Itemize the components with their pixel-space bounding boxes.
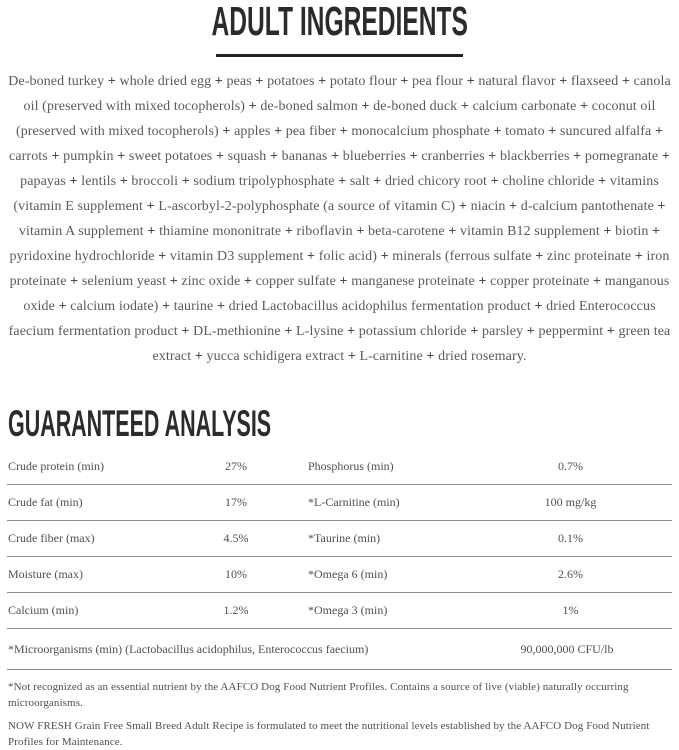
- nutrient-label-right: Phosphorus (min): [308, 459, 394, 473]
- nutrient-value-right: 0.7%: [558, 459, 583, 473]
- analysis-row: [7, 593, 672, 629]
- plus-separator: +: [181, 324, 190, 339]
- plus-separator: +: [214, 74, 223, 89]
- ingredients-paragraph: De-boned turkey + whole dried egg + peas + potatoes + potato flour + pea flour + natural flavor + flaxseed + canola oil (preserved with mixed tocopherols) + de-boned salmon + de-boned duck + calcium carbonate + coconut oil (preserved with mixed tocopherols) + apples + pea fiber + monocalcium phosphate + tomato + suncured alfalfa + carrots + pumpkin + sweet potatoes + squash + bananas + blueberries + cranberries + blackberries + pomegranate + papayas + lentils + broccoli + sodium tripolyphosphate + salt + dried chicory root + choline chloride + vitamins (vitamin E supplement + L-ascorbyl-2-polyphosphate (a source of vitamin C) + niacin + d-calcium pantothenate + vitamin A supplement + thiamine mononitrate + riboflavin + beta-carotene + vitamin B12 supplement + biotin + pyridoxine hydrochloride + vitamin D3 supplement + folic acid) + minerals (ferrous sulfate + zinc proteinate + iron proteinate + selenium yeast + zinc oxide + copper sulfate + manganese proteinate + copper proteinate + manganous oxide + calcium iodate) + taurine + dried Lactobacillus acidophilus fermentation product + dried Enterococcus faecium fermentation product + DL-methionine + L-lysine + potassium chloride + parsley + peppermint + green tea extract + yucca schidigera extract + L-carnitine + dried rosemary.: [8, 74, 671, 364]
- plus-separator: +: [158, 249, 167, 264]
- analysis-row: [7, 449, 672, 485]
- nutrient-label-right: *Omega 3 (min): [308, 603, 388, 617]
- plus-separator: +: [606, 324, 615, 339]
- nutrient-label-left: Moisture (max): [8, 567, 83, 581]
- plus-separator: +: [162, 299, 171, 314]
- plus-separator: +: [470, 324, 479, 339]
- analysis-title: GUARANTEED ANALYSIS: [8, 403, 272, 444]
- plus-separator: +: [448, 224, 457, 239]
- plus-separator: +: [255, 74, 264, 89]
- plus-separator: +: [373, 174, 382, 189]
- plus-separator: +: [657, 199, 666, 214]
- plus-separator: +: [117, 149, 126, 164]
- nutrient-value-left: 27%: [225, 459, 247, 473]
- formulation-note: NOW FRESH Grain Free Small Breed Adult Recipe is formulated to meet the nutritional levels established by the AAFCO Dog Food Nutrient Profiles for Maintenance.: [8, 720, 650, 748]
- plus-separator: +: [621, 74, 631, 89]
- plus-separator: +: [70, 274, 79, 289]
- microorganisms-label: *Microorganisms (min) (Lactobacillus acidophilus, Enterococcus faecium): [8, 641, 369, 656]
- plus-separator: +: [603, 224, 612, 239]
- plus-separator: +: [248, 99, 257, 114]
- plus-separator: +: [466, 74, 475, 89]
- plus-separator: +: [284, 224, 293, 239]
- plus-separator: +: [194, 349, 203, 364]
- plus-separator: +: [535, 249, 544, 264]
- plus-separator: +: [559, 74, 568, 89]
- plus-separator: +: [493, 124, 502, 139]
- nutrient-value-left: 1.2%: [223, 603, 249, 617]
- plus-separator: +: [593, 274, 602, 289]
- plus-separator: +: [146, 199, 155, 214]
- microorganisms-row: [7, 629, 672, 670]
- plus-separator: +: [119, 174, 128, 189]
- plus-separator: +: [460, 99, 469, 114]
- nutrient-value-right: 1%: [562, 603, 579, 617]
- plus-separator: +: [490, 174, 499, 189]
- plus-separator: +: [147, 224, 156, 239]
- ingredients-header: [7, 0, 672, 57]
- nutrient-label-left: Calcium (min): [8, 603, 79, 617]
- footnotes: [7, 679, 672, 750]
- plus-separator: +: [580, 99, 589, 114]
- plus-separator: +: [216, 299, 226, 314]
- aafco-footnote: *Not recognized as an essential nutrient by the AAFCO Dog Food Nutrient Profiles. Contains a source of live (viable) naturally occurring microorganisms.: [8, 681, 629, 709]
- plus-separator: +: [361, 99, 370, 114]
- plus-separator: +: [661, 149, 670, 164]
- plus-separator: +: [338, 174, 347, 189]
- plus-separator: +: [222, 124, 231, 139]
- plus-separator: +: [654, 124, 664, 139]
- plus-separator: +: [243, 274, 252, 289]
- analysis-row: [7, 485, 672, 521]
- nutrient-value-right: 0.1%: [558, 531, 583, 545]
- plus-separator: +: [526, 324, 535, 339]
- ingredients-title: ADULT INGREDIENTS: [211, 0, 468, 44]
- plus-separator: +: [318, 74, 327, 89]
- analysis-header: [7, 403, 672, 444]
- plus-separator: +: [548, 124, 557, 139]
- plus-separator: +: [181, 174, 190, 189]
- plus-separator: +: [339, 124, 348, 139]
- nutrient-label-left: Crude protein (min): [8, 459, 104, 473]
- plus-separator: +: [307, 249, 316, 264]
- plus-separator: +: [478, 274, 487, 289]
- plus-separator: +: [652, 224, 661, 239]
- nutrient-label-right: *L-Carnitine (min): [308, 495, 400, 509]
- plus-separator: +: [509, 199, 518, 214]
- nutrient-label-left: Crude fiber (max): [8, 531, 95, 545]
- analysis-table: [7, 449, 672, 629]
- title-underline: [216, 54, 463, 57]
- plus-separator: +: [409, 149, 418, 164]
- plus-separator: +: [634, 249, 643, 264]
- nutrient-value-left: 17%: [225, 495, 247, 509]
- microorganisms-value: 90,000,000 CFU/lb: [520, 641, 614, 656]
- plus-separator: +: [347, 349, 356, 364]
- plus-separator: +: [274, 124, 283, 139]
- plus-separator: +: [598, 174, 607, 189]
- plus-separator: +: [51, 149, 60, 164]
- plus-separator: +: [400, 74, 409, 89]
- plus-separator: +: [356, 224, 365, 239]
- nutrient-label-right: *Taurine (min): [308, 531, 381, 545]
- plus-separator: +: [426, 349, 435, 364]
- analysis-row: [7, 557, 672, 593]
- plus-separator: +: [169, 274, 178, 289]
- nutrient-value-right: 2.6%: [558, 567, 583, 581]
- plus-separator: +: [534, 299, 543, 314]
- nutrient-value-left: 10%: [225, 567, 247, 581]
- nutrient-value-left: 4.5%: [223, 531, 249, 545]
- plus-separator: +: [458, 199, 467, 214]
- plus-separator: +: [69, 174, 78, 189]
- plus-separator: +: [215, 149, 225, 164]
- plus-separator: +: [573, 149, 582, 164]
- plus-separator: +: [331, 149, 340, 164]
- plus-separator: +: [347, 324, 356, 339]
- plus-separator: +: [284, 324, 293, 339]
- plus-separator: +: [488, 149, 497, 164]
- plus-separator: +: [380, 249, 389, 264]
- nutrient-label-right: *Omega 6 (min): [308, 567, 388, 581]
- plus-separator: +: [339, 274, 348, 289]
- nutrient-value-right: 100 mg/kg: [544, 495, 597, 509]
- plus-separator: +: [107, 74, 116, 89]
- nutrient-label-left: Crude fat (min): [8, 495, 83, 509]
- analysis-row: [7, 521, 672, 557]
- plus-separator: +: [58, 299, 67, 314]
- plus-separator: +: [269, 149, 279, 164]
